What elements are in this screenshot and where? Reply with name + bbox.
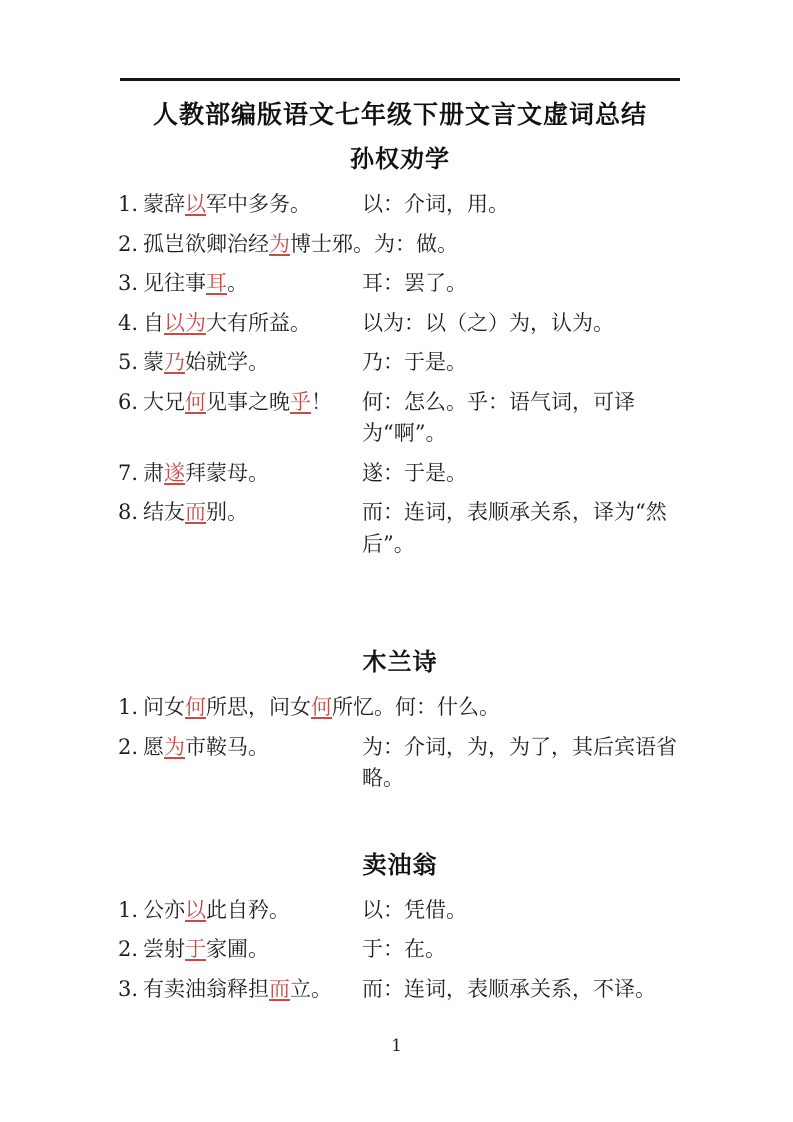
header-rule bbox=[120, 78, 680, 81]
entry-row bbox=[118, 692, 683, 724]
sentence-text bbox=[118, 934, 362, 966]
text-section-1 bbox=[118, 139, 681, 560]
highlighted-particle: 何 bbox=[185, 695, 207, 719]
sentence-segment: 市鞍马。 bbox=[185, 734, 270, 759]
highlighted-particle: 而 bbox=[269, 976, 291, 1001]
sentence-segment: 。 bbox=[227, 271, 249, 295]
explanation-text: 而：连词，表顺承关系，译为“然后”。 bbox=[362, 500, 667, 556]
sentence-text bbox=[118, 347, 362, 379]
highlighted-particle: 而 bbox=[185, 500, 207, 524]
sentence-segment: 大有所益。 bbox=[206, 310, 312, 335]
page-number: 1 bbox=[391, 1036, 402, 1056]
text-section-2 bbox=[118, 568, 681, 795]
section-heading: 孙权劝学 bbox=[350, 145, 450, 173]
item-number: 2. bbox=[118, 734, 139, 759]
item-number: 6. bbox=[118, 389, 139, 414]
item-number: 1. bbox=[118, 897, 139, 922]
sentence-segment: 拜蒙母。 bbox=[185, 460, 270, 485]
sentence-text bbox=[118, 497, 362, 529]
item-number: 3. bbox=[118, 976, 139, 1001]
section-heading: 卖油翁 bbox=[362, 850, 438, 879]
sentence-segment: 蒙辞 bbox=[143, 192, 186, 216]
sentence-text bbox=[118, 268, 362, 300]
explanation-text: 为：介词，为，为了，其后宾语省略。 bbox=[362, 734, 677, 790]
highlighted-particle: 何 bbox=[311, 695, 333, 719]
sentence-segment: 大兄 bbox=[143, 389, 186, 414]
highlighted-particle: 以 bbox=[185, 897, 207, 922]
sentence-segment: 此自矜。 bbox=[206, 897, 291, 922]
explanation-text: 遂：于是。 bbox=[362, 460, 467, 485]
sentence-text bbox=[118, 189, 362, 221]
explanation-text: 何：什么。 bbox=[395, 695, 501, 719]
sentence-text bbox=[118, 895, 362, 927]
explanation-text: 耳：罢了。 bbox=[362, 271, 467, 295]
entry-row bbox=[118, 347, 683, 379]
explanation-text: 以：介词，用。 bbox=[362, 192, 509, 216]
sentence-text bbox=[118, 229, 374, 261]
sentence-segment: 问女 bbox=[143, 695, 186, 719]
sentence-segment: 所思，问女 bbox=[206, 695, 312, 719]
sentence-segment: 蒙 bbox=[143, 350, 165, 374]
sentence-segment: 见事之晚 bbox=[206, 389, 291, 414]
highlighted-particle: 以 bbox=[185, 192, 207, 216]
sentence-text bbox=[118, 692, 395, 724]
item-number: 1. bbox=[118, 695, 139, 719]
sentence-segment: 所忆。 bbox=[332, 695, 396, 719]
entry-row bbox=[118, 308, 683, 340]
highlighted-particle: 为 bbox=[269, 231, 291, 256]
explanation-text: 何：怎么。乎：语气词，可译为“啊”。 bbox=[362, 389, 635, 445]
sentence-segment: 结友 bbox=[143, 500, 186, 524]
sentence-segment: 军中多务。 bbox=[206, 192, 312, 216]
item-number: 2. bbox=[118, 231, 139, 256]
entry-row bbox=[118, 732, 683, 795]
entry-row bbox=[118, 974, 683, 1006]
highlighted-particle: 乃 bbox=[164, 350, 186, 374]
entry-row bbox=[118, 387, 683, 450]
sentence-segment: 尝射 bbox=[143, 937, 186, 961]
sentence-segment: ！ bbox=[311, 389, 333, 414]
sentence-text bbox=[118, 458, 362, 490]
sentence-segment: 有卖油翁释担 bbox=[143, 976, 270, 1001]
sentence-segment: 博士邪。 bbox=[290, 231, 375, 256]
explanation-text: 以为：以（之）为，认为。 bbox=[362, 310, 614, 335]
item-number: 8. bbox=[118, 500, 139, 524]
highlighted-particle: 遂 bbox=[164, 460, 186, 485]
explanation-text: 而：连词，表顺承关系，不译。 bbox=[362, 976, 656, 1001]
item-number: 1. bbox=[118, 192, 139, 216]
entry-row bbox=[118, 189, 683, 221]
sentence-segment: 见往事 bbox=[143, 271, 207, 295]
entry-row bbox=[118, 458, 683, 490]
entry-row bbox=[118, 895, 683, 927]
item-number: 4. bbox=[118, 310, 139, 335]
explanation-text: 以：凭借。 bbox=[362, 897, 467, 922]
item-number: 5. bbox=[118, 350, 139, 374]
sentence-segment: 肃 bbox=[143, 460, 165, 485]
sentence-text bbox=[118, 308, 362, 340]
highlighted-particle: 乎 bbox=[290, 389, 312, 414]
entry-row bbox=[118, 934, 683, 966]
sentence-segment: 别。 bbox=[206, 500, 249, 524]
highlighted-particle: 以为 bbox=[164, 310, 207, 335]
item-number: 2. bbox=[118, 937, 139, 961]
sentence-segment: 立。 bbox=[290, 976, 333, 1001]
sentence-segment: 自 bbox=[143, 310, 165, 335]
sentence-segment: 公亦 bbox=[143, 897, 186, 922]
text-section-3 bbox=[118, 803, 681, 1006]
highlighted-particle: 耳 bbox=[206, 271, 228, 295]
highlighted-particle: 于 bbox=[185, 937, 207, 961]
sentence-segment: 愿 bbox=[143, 734, 165, 759]
sentence-segment: 始就学。 bbox=[185, 350, 270, 374]
sentence-text bbox=[118, 974, 362, 1006]
sentence-segment: 家圃。 bbox=[206, 937, 270, 961]
highlighted-particle: 为 bbox=[164, 734, 186, 759]
explanation-text: 于：在。 bbox=[362, 937, 446, 961]
document-title: 人教部编版语文七年级下册文言文虚词总结 bbox=[152, 100, 647, 129]
sentence-text bbox=[118, 732, 362, 764]
highlighted-particle: 何 bbox=[185, 389, 207, 414]
section-heading: 木兰诗 bbox=[362, 648, 438, 676]
sentence-text bbox=[118, 387, 362, 419]
item-number: 7. bbox=[118, 460, 139, 485]
entry-row bbox=[118, 268, 683, 300]
entry-row bbox=[118, 497, 683, 560]
sentence-segment: 孤岂欲卿治经 bbox=[143, 231, 270, 256]
explanation-text: 为：做。 bbox=[374, 231, 459, 256]
explanation-text: 乃：于是。 bbox=[362, 350, 467, 374]
entry-row bbox=[118, 229, 683, 261]
item-number: 3. bbox=[118, 271, 139, 295]
sections-container bbox=[118, 139, 681, 1005]
